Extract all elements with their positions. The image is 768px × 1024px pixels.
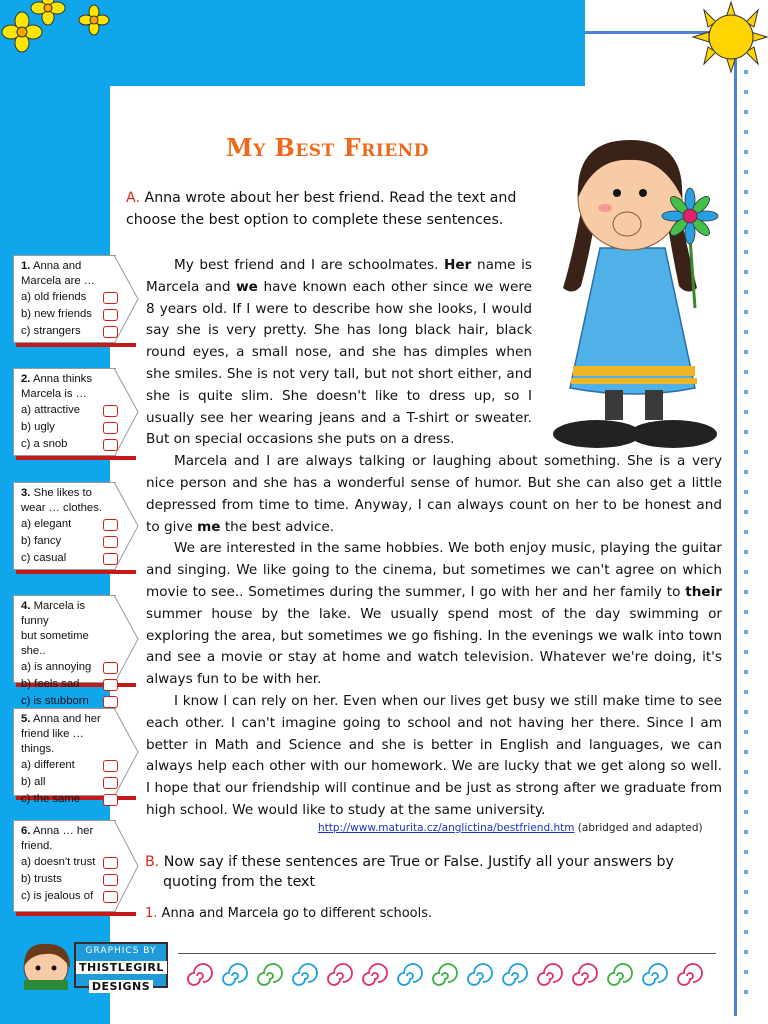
answer-checkbox[interactable] xyxy=(103,405,118,417)
passage-paragraph-2 xyxy=(146,451,722,538)
answer-checkbox[interactable] xyxy=(103,891,118,903)
answer-line[interactable] xyxy=(178,953,716,954)
answer-checkbox[interactable] xyxy=(103,326,118,338)
bold-word: we xyxy=(236,278,258,295)
answer-checkbox[interactable] xyxy=(103,309,118,321)
logo-sign xyxy=(74,942,168,993)
swirl-icon xyxy=(573,964,597,985)
text-run: the best advice. xyxy=(220,518,335,535)
illustration-spacer xyxy=(532,255,722,451)
answer-checkbox[interactable] xyxy=(103,760,118,772)
question-box-1 xyxy=(13,255,116,343)
option-2[interactable] xyxy=(21,533,112,550)
option-label: b) trusts xyxy=(21,873,62,885)
section-b-line-1: Now say if these sentences are True or False. Justify all your answers by xyxy=(163,854,674,870)
option-1[interactable] xyxy=(21,854,112,871)
option-label: b) ugly xyxy=(21,421,55,433)
swirl-border-icon xyxy=(185,962,725,992)
option-label: c) a snob xyxy=(21,438,68,450)
question-box-5 xyxy=(13,708,116,805)
swirl-icon xyxy=(433,964,457,985)
box-shadow xyxy=(16,456,136,460)
option-2[interactable] xyxy=(21,871,112,888)
text-run: My best friend and I are schoolmates. xyxy=(174,257,445,273)
option-1[interactable] xyxy=(21,757,112,774)
option-2[interactable] xyxy=(21,676,112,693)
question-stem: 4. Marcela is funny but sometime she.. xyxy=(21,600,89,657)
dotted-border xyxy=(744,70,748,1010)
option-3[interactable] xyxy=(21,791,112,808)
option-label: a) old friends xyxy=(21,291,87,303)
source-note: (abridged and adapted) xyxy=(574,822,703,834)
option-label: c) the same xyxy=(21,793,81,805)
girl-avatar-icon xyxy=(18,940,76,990)
text-run: name is Marcela and xyxy=(146,257,532,295)
option-3[interactable] xyxy=(21,436,112,453)
swirl-icon xyxy=(223,964,247,985)
section-b-letter: B. xyxy=(145,854,160,870)
option-label: b) fancy xyxy=(21,535,62,547)
swirl-icon xyxy=(643,964,667,985)
option-2[interactable] xyxy=(21,306,112,323)
statement-1 xyxy=(145,906,432,921)
option-3[interactable] xyxy=(21,323,112,340)
section-b-line-2: quoting from the text xyxy=(163,874,316,890)
passage xyxy=(146,255,722,822)
answer-checkbox[interactable] xyxy=(103,422,118,434)
answer-checkbox[interactable] xyxy=(103,696,118,708)
question-box-4 xyxy=(13,595,116,707)
option-label: c) is jealous of xyxy=(21,890,94,902)
option-2[interactable] xyxy=(21,419,112,436)
swirl-icon xyxy=(293,964,317,985)
box-shadow xyxy=(16,912,136,916)
logo-line-1: GRAPHICS BY xyxy=(85,946,157,956)
question-stem: 5. Anna and her friend like … things. xyxy=(21,713,101,755)
text-run: summer house by the lake. We usually spend most of the day swimming or exploring the area, but sometimes we go fishing. In the evenings we walk into town and see a movie or stay at home and watch television. Whatever we're doing, it's always fun to be with her. xyxy=(146,605,722,688)
logo-line-3: DESIGNS xyxy=(89,980,153,993)
question-box-2 xyxy=(13,368,116,456)
text-run: Marcela and I are always talking or laughing about something. She is a very nice person and she has a wonderful sense of humor. But she can also get a little depressed from time to time. Anyway, I can always count on her to be honest and to give xyxy=(146,453,722,535)
option-label: a) different xyxy=(21,759,75,771)
option-label: b) new friends xyxy=(21,308,92,320)
answer-checkbox[interactable] xyxy=(103,679,118,691)
option-3[interactable] xyxy=(21,888,112,905)
swirl-icon xyxy=(258,964,282,985)
answer-checkbox[interactable] xyxy=(103,439,118,451)
box-shadow xyxy=(16,570,136,574)
question-box-6 xyxy=(13,820,116,912)
section-b-instruction xyxy=(145,852,705,892)
answer-checkbox[interactable] xyxy=(103,794,118,806)
question-stem: 3. She likes to wear … clothes. xyxy=(21,487,102,514)
text-run: We are interested in the same hobbies. We both enjoy music, playing the guitar and singing. We like going to the cinema, but sometimes we can't agree on which movie to see.. Sometimes during the summer, I go with her and her family to xyxy=(146,540,722,600)
answer-checkbox[interactable] xyxy=(103,874,118,886)
option-1[interactable] xyxy=(21,516,112,533)
statement-text: Anna and Marcela go to different schools. xyxy=(161,906,433,921)
question-stem: 2. Anna thinks Marcela is … xyxy=(21,373,92,400)
passage-paragraph-3 xyxy=(146,538,722,691)
answer-checkbox[interactable] xyxy=(103,777,118,789)
bold-word: their xyxy=(685,583,722,600)
option-label: a) is annoying xyxy=(21,661,92,673)
option-label: a) elegant xyxy=(21,518,72,530)
swirl-icon xyxy=(188,964,212,985)
option-label: a) doesn't trust xyxy=(21,856,96,868)
swirl-icon xyxy=(538,964,562,985)
logo-line-2: THISTLEGIRL xyxy=(76,961,167,974)
swirl-icon xyxy=(468,964,492,985)
flowers-icon xyxy=(0,0,110,55)
bold-word: Her xyxy=(444,257,472,273)
option-1[interactable] xyxy=(21,402,112,419)
option-label: a) attractive xyxy=(21,404,81,416)
swirl-icon xyxy=(678,964,702,985)
graphics-credit-logo xyxy=(18,940,170,993)
option-3[interactable] xyxy=(21,550,112,567)
section-a-letter: A. xyxy=(126,190,140,206)
option-label: c) casual xyxy=(21,552,67,564)
option-label: c) is stubborn xyxy=(21,695,89,707)
swirl-icon xyxy=(503,964,527,985)
swirl-icon xyxy=(328,964,352,985)
swirl-icon xyxy=(608,964,632,985)
answer-checkbox[interactable] xyxy=(103,662,118,674)
section-a-instruction xyxy=(126,187,542,231)
box-shadow xyxy=(16,343,136,347)
page-title: My Best Friend xyxy=(226,133,429,162)
frame-line-right xyxy=(734,31,737,1016)
option-2[interactable] xyxy=(21,774,112,791)
question-box-3 xyxy=(13,482,116,570)
option-label: b) all xyxy=(21,776,46,788)
answer-checkbox[interactable] xyxy=(103,553,118,565)
sun-icon xyxy=(683,0,768,75)
question-stem: 1. Anna and Marcela are … xyxy=(21,260,96,287)
bold-word: me xyxy=(197,518,221,535)
source-citation xyxy=(318,822,703,834)
option-label: c) strangers xyxy=(21,325,81,337)
option-1[interactable] xyxy=(21,659,112,676)
swirl-icon xyxy=(398,964,422,985)
question-stem: 6. Anna … her friend. xyxy=(21,825,94,852)
text-run: have known each other since we were 8 years old. If I were to describe how she looks, I would say she is very pretty. She has long black hair, black round eyes, a small nose, and she has dimples when she smiles. She is not very tall, but not short either, and she is quite slim. She doesn't like to dress up, so I usually see her wearing jeans and a T-shirt or sweater. But on special occasions she puts on a dress. xyxy=(146,278,532,448)
option-label: b) feels sad xyxy=(21,678,80,690)
passage-paragraph-4: I know I can rely on her. Even when our lives get busy we still make time to see each other. I can't imagine going to school and not having her there. Since I am better in Math and Science and she is better in English and languages, we can always help each other with our homework. We are lucky that we get along so well. I hope that our friendship will continue and be just as strong after we graduate from high school. We would like to study at the same university. xyxy=(146,692,722,818)
answer-checkbox[interactable] xyxy=(103,292,118,304)
section-a-text: Anna wrote about her best friend. Read the text and choose the best option to complete these sentences. xyxy=(126,190,517,228)
answer-checkbox[interactable] xyxy=(103,519,118,531)
source-link[interactable]: http://www.maturita.cz/anglictina/bestfriend.htm xyxy=(318,822,575,834)
swirl-icon xyxy=(363,964,387,985)
answer-checkbox[interactable] xyxy=(103,857,118,869)
option-1[interactable] xyxy=(21,289,112,306)
statement-number: 1. xyxy=(145,906,158,921)
answer-checkbox[interactable] xyxy=(103,536,118,548)
